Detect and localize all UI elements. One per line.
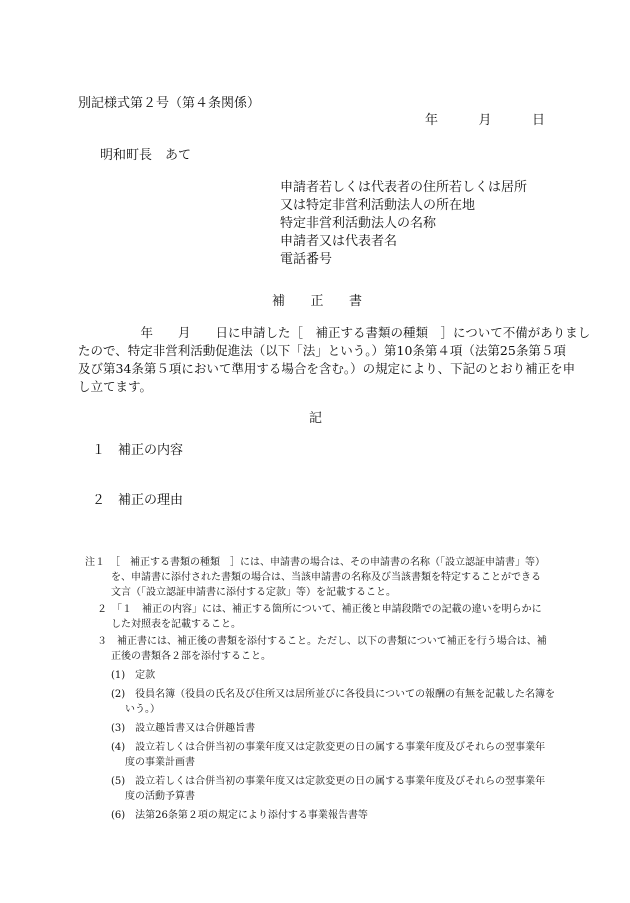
applicant-representative: 申請者又は代表者名	[280, 234, 398, 249]
note-line: 度の事業計画書	[125, 757, 195, 768]
item-correction-content: １ 補正の内容	[92, 443, 184, 458]
note-line: (2) 役員名簿（役員の氏名及び住所又は居所並びに各役員についての報酬の有無を記載した名簿を	[111, 689, 555, 700]
title-char: 正	[310, 294, 324, 309]
applicant-address: 申請者若しくは代表者の住所若しくは居所	[280, 180, 528, 195]
note-line: した対照表を記載すること。	[111, 619, 241, 630]
title-char: 書	[348, 294, 362, 309]
body-line: 及び第34条第５項において準用する場合を含む。）の規定により、下記のとおり補正を申	[78, 361, 576, 376]
item-correction-reason: ２ 補正の理由	[92, 493, 184, 508]
body-paragraph	[78, 324, 591, 396]
note-line: ２ 「１ 補正の内容」には、補正する箇所について、補正後と申請段階での記載の違いを明らかに	[97, 604, 542, 615]
body-line: し立てます。	[78, 379, 153, 394]
note-line: いう。）	[125, 704, 160, 715]
page-title	[272, 293, 362, 311]
notes-block	[85, 555, 555, 823]
applicant-phone: 電話番号	[280, 252, 333, 267]
date-month: 月	[478, 113, 492, 128]
ki-heading: 記	[309, 411, 323, 426]
applicant-block	[280, 179, 527, 269]
date-year: 年	[425, 113, 439, 128]
applicant-corp-name: 特定非営利活動法人の名称	[280, 216, 437, 231]
form-number: 別記様式第２号（第４条関係）	[78, 96, 261, 111]
note-line: (3) 設立趣旨書又は合併趣旨書	[111, 723, 256, 734]
title-char: 補	[272, 294, 286, 309]
date-line	[425, 112, 545, 130]
note-line: 注１ ［ 補正する書類の種類 ］には、申請書の場合は、その申請書の名称（「設立認証申請書」等）	[85, 557, 545, 568]
note-line: 文言（「設立認証申請書に添付する定款」等）を記載すること。	[111, 587, 396, 598]
note-line: ３ 補正書には、補正後の書類を添付すること。ただし、以下の書類について補正を行う場合は、補	[97, 636, 547, 647]
date-day: 日	[531, 113, 545, 128]
note-line: (5) 設立若しくは合併当初の事業年度又は定款変更の日の属する事業年度及びそれらの翌事業年	[111, 776, 546, 787]
note-line: を、申請書に添付された書類の場合は、当該申請書の名称及び当該書類を特定することができる	[111, 572, 541, 583]
note-line: (4) 設立若しくは合併当初の事業年度又は定款変更の日の属する事業年度及びそれらの翌事業年	[111, 742, 546, 753]
note-line: 正後の書類各２部を添付すること。	[111, 651, 271, 662]
applicant-office: 又は特定非営利活動法人の所在地	[280, 198, 476, 213]
addressee: 明和町長 あて	[100, 148, 192, 163]
body-line: たので、特定非営利活動促進法（以下「法」という。）第10条第４項（法第25条第５項	[78, 343, 566, 358]
note-line: (6) 法第26条第２項の規定により添付する事業報告書等	[111, 810, 368, 821]
body-line: 年 月 日に申請した［ 補正する書類の種類 ］について不備がありまし	[78, 325, 591, 340]
note-line: (1) 定款	[111, 670, 156, 681]
note-line: 度の活動予算書	[125, 791, 195, 802]
